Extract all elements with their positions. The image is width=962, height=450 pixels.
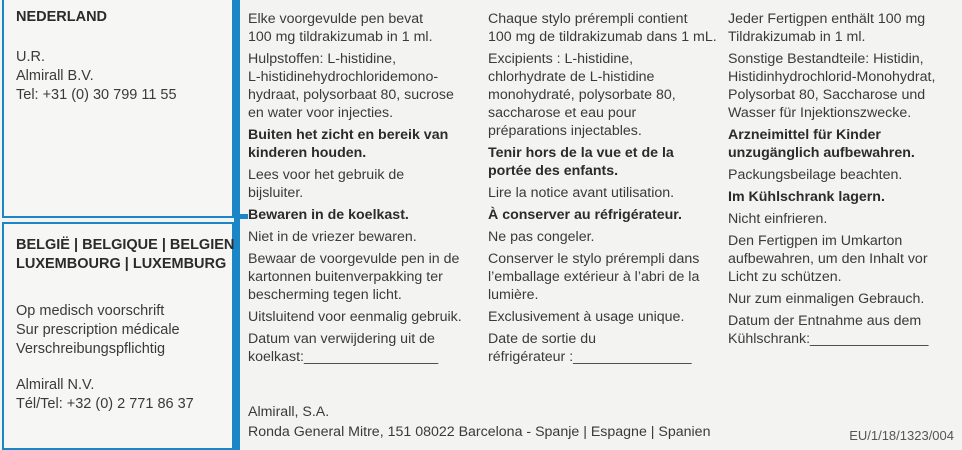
nl-line: Almirall B.V. xyxy=(16,68,94,84)
no-freeze-note: Ne pas congeler. xyxy=(488,229,595,245)
content-statement: Jeder Fertigpen enthält 100 mg Tildrakizumab in 1 ml. xyxy=(728,11,926,45)
be-contact-line: Almirall N.V. xyxy=(16,377,95,393)
manufacturer-block xyxy=(248,402,710,442)
prescription-line: Sur prescription médicale xyxy=(16,322,180,338)
leaflet-note: Lees voor het gebruik de bijsluiter. xyxy=(248,167,405,201)
belgium-contact xyxy=(16,376,194,414)
manufacturer-name: Almirall, S.A. xyxy=(248,404,330,420)
manufacturer-address: Ronda General Mitre, 151 08022 Barcelona - Spanje | Espagne | Spanien xyxy=(248,424,711,440)
german-column xyxy=(728,10,962,352)
content-statement: Elke voorgevulde pen bevat 100 mg tildrakizumab in 1 ml. xyxy=(248,11,433,45)
prescription-line: Verschreibungspflichtig xyxy=(16,341,166,357)
prescription-status xyxy=(16,302,180,359)
keep-away-warning: Tenir hors de la vue et de la portée des enfants. xyxy=(488,145,674,179)
no-freeze-note: Nicht einfrieren. xyxy=(728,211,828,227)
belgium-luxembourg-heading xyxy=(16,236,234,274)
single-use-note: Exclusivement à usage unique. xyxy=(488,309,685,325)
be-heading-line: BELGIË | BELGIQUE | BELGIEN xyxy=(16,237,235,253)
leaflet-note: Lire la notice avant utilisation. xyxy=(488,185,675,201)
single-use-note: Nur zum einmaligen Gebrauch. xyxy=(728,291,925,307)
nl-line: U.R. xyxy=(16,49,45,65)
no-freeze-note: Niet in de vriezer bewaren. xyxy=(248,229,417,245)
storage-instruction: À conserver au réfrigérateur. xyxy=(488,207,682,223)
dutch-column xyxy=(248,10,484,370)
eu-number: EU/1/18/1323/004 xyxy=(849,428,954,443)
netherlands-heading: NEDERLAND xyxy=(16,9,108,25)
light-protection-note: Den Fertigpen im Umkarton aufbewahren, um den Inhalt vor Licht zu schützen. xyxy=(728,233,928,285)
removal-date-field: Date de sortie du réfrigérateur :_______________ xyxy=(488,331,692,365)
removal-date-field: Datum der Entnahme aus dem Kühlschrank:_______________ xyxy=(728,313,929,347)
prescription-line: Op medisch voorschrift xyxy=(16,303,165,319)
be-contact-line: Tél/Tel: +32 (0) 2 771 86 37 xyxy=(16,396,194,412)
keep-away-warning: Arzneimittel für Kinder unzugänglich aufbewahren. xyxy=(728,127,915,161)
belgium-luxembourg-box xyxy=(2,222,234,450)
keep-away-warning: Buiten het zicht en bereik van kinderen houden. xyxy=(248,127,449,161)
netherlands-contact xyxy=(16,48,177,105)
be-heading-line: LUXEMBOURG | LUXEMBURG xyxy=(16,256,227,272)
excipients: Sonstige Bestandteile: Histidin, Histidinhydrochlorid-Monohydrat, Polysorbat 80, Saccharose und Wasser für Injektionszwecke. xyxy=(728,51,936,121)
blue-divider-tick xyxy=(234,214,248,219)
storage-instruction: Im Kühlschrank lagern. xyxy=(728,189,885,205)
content-statement: Chaque stylo prérempli contient 100 mg de tildrakizumab dans 1 mL. xyxy=(488,11,717,45)
excipients: Excipients : L-histidine, chlorhydrate de L-histidine monohydraté, polysorbate 80, saccharose et eau pour préparations injectables. xyxy=(488,51,676,139)
netherlands-box xyxy=(2,0,234,218)
french-column xyxy=(488,10,724,370)
removal-date-field: Datum van verwijdering uit de koelkast:_________________ xyxy=(248,331,439,365)
blue-divider-bar xyxy=(234,0,240,450)
light-protection-note: Conserver le stylo prérempli dans l’emballage extérieur à l’abri de la lumière. xyxy=(488,251,700,303)
light-protection-note: Bewaar de voorgevulde pen in de kartonnen buitenverpakking ter bescherming tegen licht. xyxy=(248,251,460,303)
single-use-note: Uitsluitend voor eenmalig gebruik. xyxy=(248,309,462,325)
leaflet-note: Packungsbeilage beachten. xyxy=(728,167,903,183)
excipients: Hulpstoffen: L-histidine, L-histidinehydrochloridemono- hydraat, polysorbaat 80, sucrose en water voor injecties. xyxy=(248,51,454,121)
nl-line: Tel: +31 (0) 30 799 11 55 xyxy=(16,87,177,103)
storage-instruction: Bewaren in de koelkast. xyxy=(248,207,409,223)
